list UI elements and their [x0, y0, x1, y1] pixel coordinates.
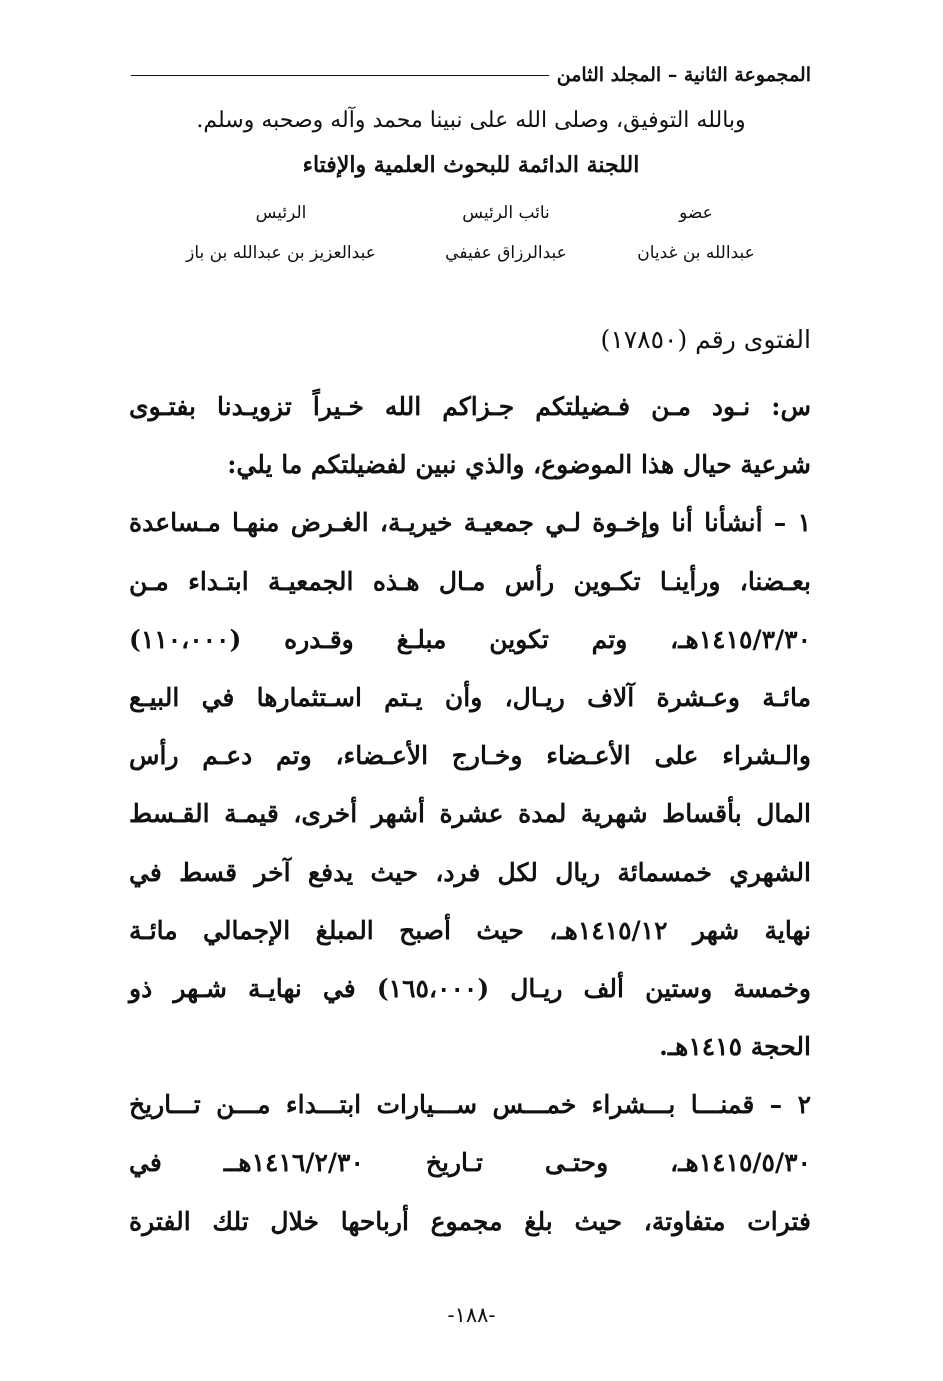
fatwa-number: الفتوى رقم (١٧٨٥٠) [600, 325, 811, 354]
role-chairman: الرئيس [255, 203, 307, 223]
text-line: والـشراء على الأعـضاء وخـارج الأعـضاء، وتم دعـم رأس [129, 741, 811, 771]
text-line: ١ – أنشأنا أنا وإخـوة لـي جمعيـة خيريـة، الغـرض منهـا مـساعدة [129, 508, 812, 538]
text-line: الحجة ١٤١٥هـ. [659, 1032, 811, 1062]
text-line: وخمسة وستين ألف ريـال (١٦٥،٠٠٠) في نهايـة شـهر ذو [129, 973, 812, 1003]
text-line: ١٤١٥/٣/٣٠هـ، وتم تكوين مبلـغ وقـدره (١١٠،٠٠٠) [129, 624, 811, 654]
text-line: س: نـود مـن فـضيلتكم جـزاكم الله خـيراً تزويـدنا بفتـوى [129, 392, 811, 421]
page-number: -١٨٨- [447, 1303, 496, 1327]
text-line: المال بأقساط شهرية لمدة عشرة أشهر أخرى، قيمـة القـسط [129, 799, 811, 829]
closing-line: وبالله التوفيق، وصلى الله على نبينا محمد وآله وصحبه وسلم. [196, 108, 746, 133]
signature-names [171, 243, 771, 263]
name-vice-chairman: عبدالرزاق عفيفي [445, 243, 567, 263]
committee-title: اللجنة الدائمة للبحوث العلمية والإفتاء [302, 152, 640, 178]
running-header [131, 58, 811, 92]
text-line: بعـضنا، ورأينـا تكـوين رأس مـال هـذه الجمعيـة ابتـداء مـن [129, 566, 811, 596]
name-chairman: عبدالعزيز بن عبدالله بن باز [186, 243, 376, 263]
role-member: عضو [679, 203, 713, 223]
text-line: فترات متفاوتة، حيث بلغ مجموع أرباحها خلال تلك الفترة [129, 1206, 811, 1236]
text-line: ١٤١٥/٥/٣٠هـ، وحتـى تـاريخ ١٤١٦/٢/٣٠هــ في [129, 1148, 811, 1178]
header-rule [131, 75, 549, 76]
text-line: شرعية حيال هذا الموضوع، والذي نبين لفضيلتكم ما يلي: [227, 450, 811, 480]
fatwa-question-text [129, 378, 811, 1251]
text-line: الشهري خمسمائة ريال لكل فرد، حيث يدفع آخر قسط في [129, 857, 811, 887]
text-line: ٢ – قمنـــا بـــشراء خمـــس ســـيارات ابتـــداء مـــن تـــاريخ [129, 1090, 811, 1120]
signature-roles [171, 203, 771, 223]
running-title: المجموعة الثانية – المجلد الثامن [556, 64, 811, 86]
text-line: نهاية شهر ١٤١٥/١٢هـ، حيث أصبح المبلغ الإجمالي مائـة [129, 915, 812, 945]
role-vice-chairman: نائب الرئيس [462, 203, 550, 223]
text-line: مائـة وعـشرة آلاف ريـال، وأن يـتم اسـتثمارها في البيـع [129, 682, 811, 712]
name-member: عبدالله بن غديان [637, 243, 755, 263]
